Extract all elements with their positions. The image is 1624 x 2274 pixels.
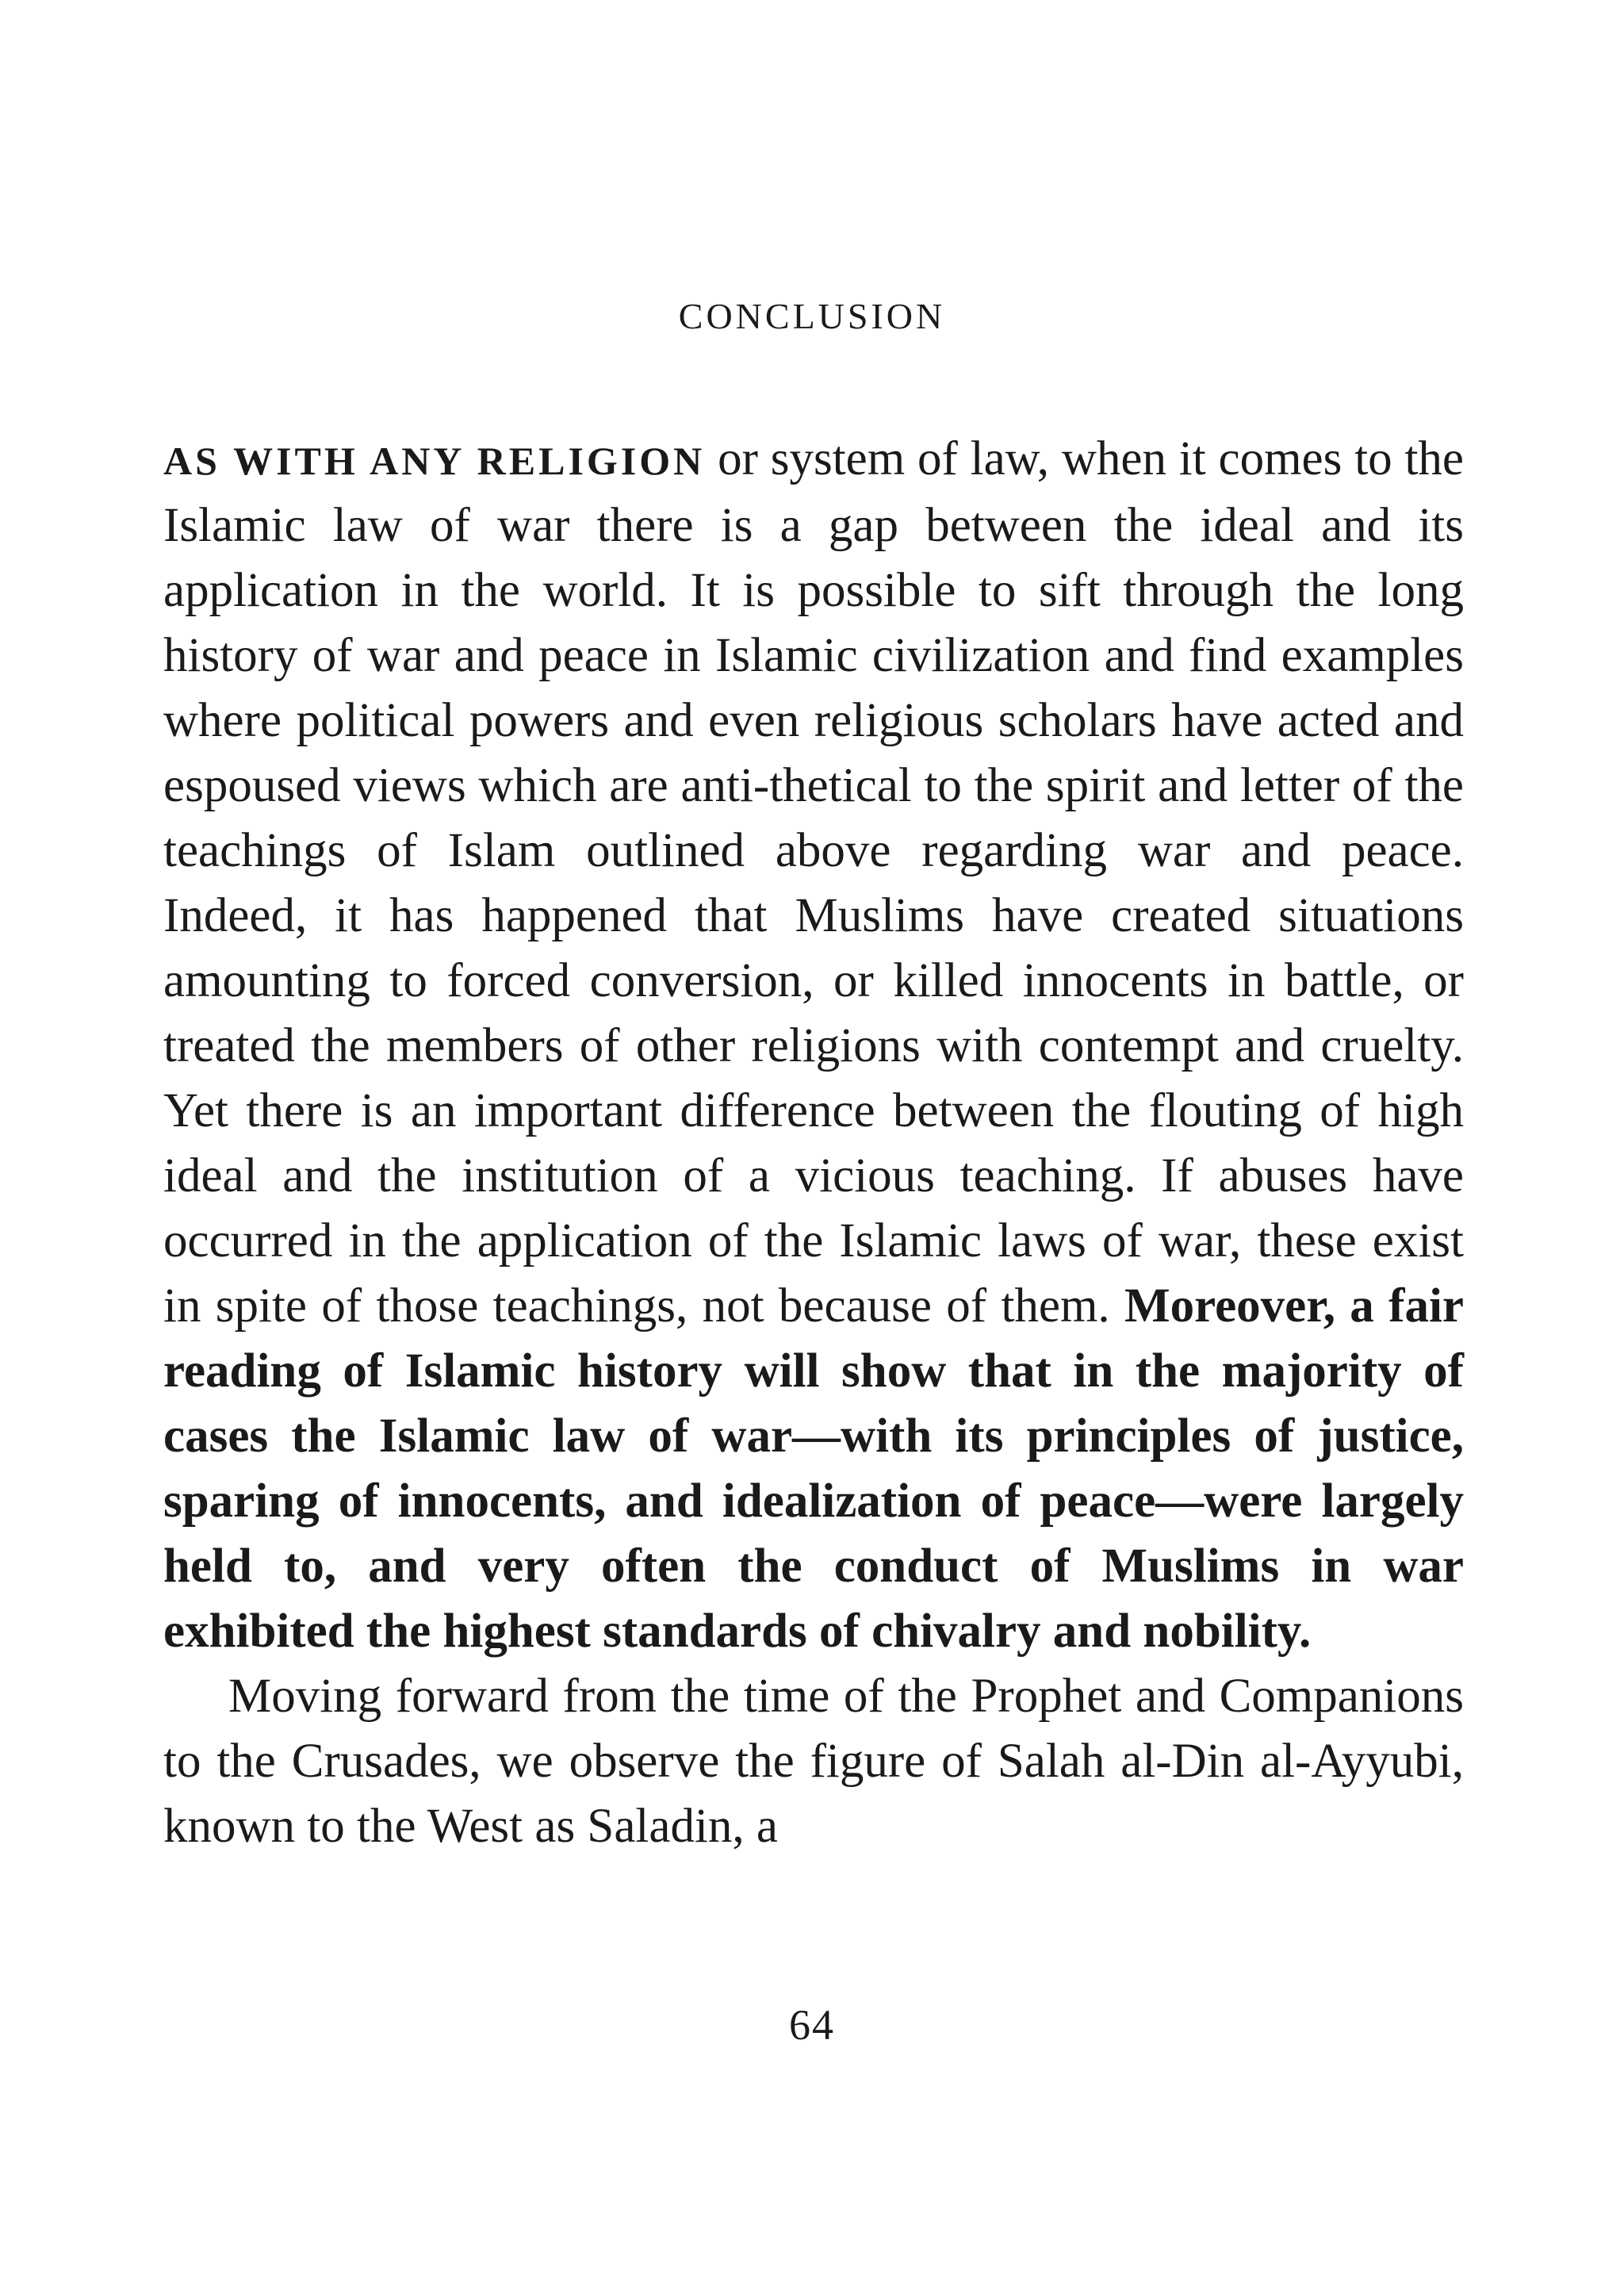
paragraph-2: Moving forward from the time of the Prophet and Companions to the Crusades, we observe the figure of Salah al-Din al-Ayyubi, known to the West as Saladin, a (163, 1670, 1464, 1853)
body-text (163, 427, 1464, 1859)
page-number: 64 (789, 2001, 835, 2049)
paragraph-lead-in: AS WITH ANY RELIGION (163, 439, 706, 483)
paragraph-1 (163, 427, 1464, 1664)
paragraph-1-body: or system of law, when it comes to the Islamic law of war there is a gap between the ideal and its application in the world. It is possible to sift through the long history of war and peace in Islamic civilization and find examples where political powers and even religious scholars have acted and espoused views which are anti-thetical to the spirit and letter of the teachings of Islam outlined above regarding war and peace. Indeed, it has happened that Muslims have created situations amounting to forced conversion, or killed innocents in battle, or treated the members of other religions with contempt and cruelty. Yet there is an important difference between the flouting of high ideal and the institution of a vicious teaching. If abuses have occurred in the application of the Islamic laws of war, these exist in spite of those teachings, not because of them. (163, 432, 1464, 1333)
running-head: CONCLUSION (678, 296, 946, 336)
paragraph-1-emphasis: Moreover, a fair reading of Islamic history will show that in the majority of cases the Islamic law of war—with its principles of justice, sparing of innocents, and idealization of peace—were largely held to, and very often the conduct of Muslims in war exhibited the highest standards of chivalry and nobility. (163, 1279, 1464, 1658)
